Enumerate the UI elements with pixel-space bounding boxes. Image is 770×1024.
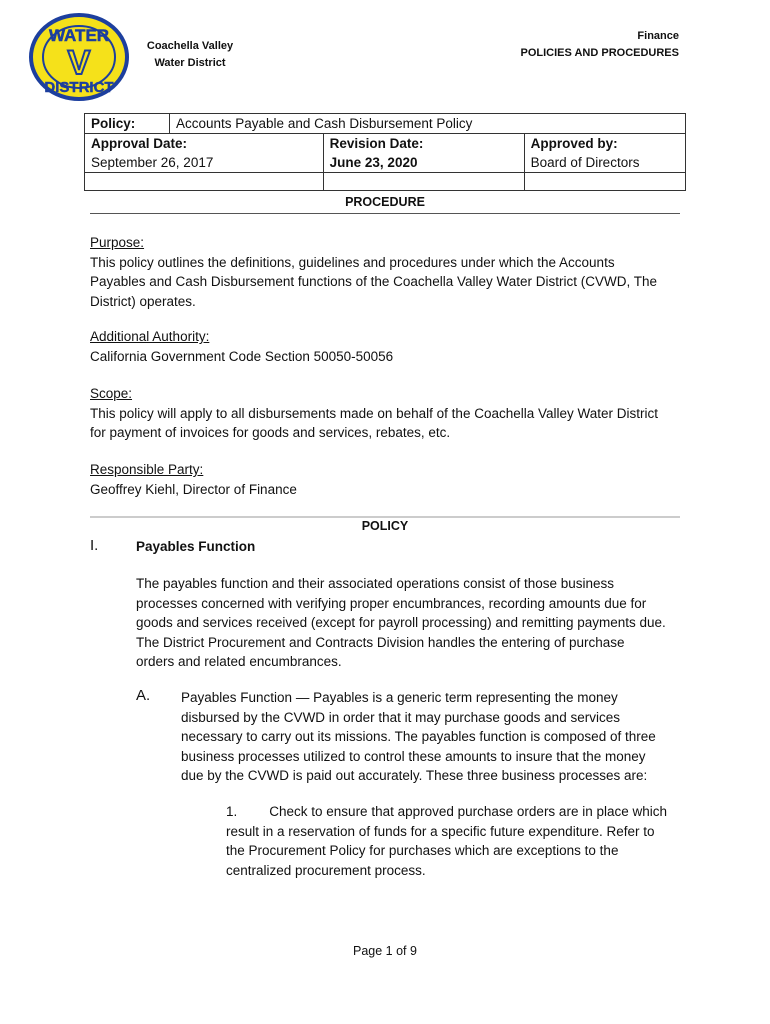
header-department [520, 28, 679, 62]
approval-date-label: Approval Date: [91, 136, 188, 151]
svg-text:DISTRICT: DISTRICT [44, 79, 114, 96]
approval-date-cell [85, 134, 324, 173]
item-line: result in a reservation of funds for a specific future expenditure. Refer to [226, 823, 655, 839]
section-number: I. [90, 537, 99, 554]
authority-text: California Government Code Section 50050-50056 [90, 348, 394, 364]
item-line: the Procurement Policy for purchases which are exceptions to the [226, 843, 619, 858]
policy-divider [90, 516, 680, 518]
subsection-line: necessary to carry out its missions. The payables function is composed of three [181, 729, 656, 744]
org-name-line: Coachella Valley [146, 40, 234, 52]
scope-line: for payment of invoices for goods and services, rebates, etc. [90, 425, 451, 440]
subsection-paragraph [181, 688, 681, 786]
paragraph-line: The payables function and their associated operations consist of those business [136, 576, 615, 591]
approved-by-value: Board of Directors [530, 155, 640, 170]
purpose-line: This policy outlines the definitions, guidelines and procedures under which the Accounts [90, 254, 615, 270]
revision-date-value: June 23, 2020 [329, 155, 418, 170]
subsection-line: disbursed by the CVWD in order that it may purchase goods and services [181, 709, 620, 725]
page-number: Page 1 of 9 [353, 944, 417, 958]
procedure-heading: PROCEDURE [345, 195, 425, 209]
purpose-line: District) operates. [90, 293, 196, 309]
item-line: centralized procurement process. [226, 862, 426, 878]
revision-date-cell [323, 134, 524, 173]
scope-section [90, 384, 690, 443]
document-type: POLICIES AND PROCEDURES [520, 47, 679, 59]
revision-date-label: Revision Date: [329, 136, 424, 151]
organization-name [140, 38, 240, 72]
subsection-line: business processes utilized to control these amounts to insure that the money [181, 748, 646, 764]
empty-cell [323, 173, 524, 191]
purpose-label: Purpose: [90, 235, 145, 250]
policy-name: Accounts Payable and Cash Disbursement Policy [170, 114, 686, 134]
policy-label: Policy: [85, 114, 170, 134]
authority-label: Additional Authority: [90, 329, 210, 344]
org-name-line: Water District [154, 57, 226, 69]
paragraph-line: processes concerned with verifying proper encumbrances, recording amounts due for [136, 595, 647, 611]
subsection-line: due by the CVWD is paid out accurately. These three business processes are: [181, 768, 648, 783]
scope-label: Scope: [90, 386, 133, 401]
list-item-first-line [226, 802, 696, 822]
svg-text:WATER: WATER [48, 26, 110, 45]
approved-by-label: Approved by: [530, 136, 618, 151]
section-title: Payables Function [136, 539, 256, 554]
item-line: Check to ensure that approved purchase orders are in place which [269, 804, 667, 819]
paragraph-line: The District Procurement and Contracts Division handles the entering of purchase [136, 634, 625, 650]
department-label: Finance [637, 30, 679, 42]
policy-info-table [84, 113, 686, 191]
paragraph-line: orders and related encumbrances. [136, 654, 342, 669]
approved-by-cell [524, 134, 685, 173]
authority-section [90, 327, 690, 366]
responsible-party-section [90, 460, 690, 499]
procedure-divider [90, 213, 680, 214]
empty-cell [85, 173, 324, 191]
policy-heading: POLICY [361, 519, 409, 533]
paragraph-line: goods and services received (except for payroll processing) and remitting payments due. [136, 615, 666, 630]
empty-cell [524, 173, 685, 191]
purpose-line: Payables and Cash Disbursement functions of the Coachella Valley Water District (CVWD, The [90, 274, 657, 289]
subsection-letter: A. [136, 687, 151, 704]
list-item [226, 802, 696, 880]
scope-line: This policy will apply to all disbursements made on behalf of the Coachella Valley Water District [90, 405, 659, 421]
approval-date-value: September 26, 2017 [91, 155, 214, 170]
district-logo [28, 12, 130, 102]
svg-text:V: V [67, 44, 91, 82]
responsible-party-label: Responsible Party: [90, 462, 204, 477]
item-number: 1. [226, 804, 238, 819]
subsection-line: Payables Function — Payables is a generic term representing the money [181, 690, 618, 705]
purpose-section [90, 233, 690, 311]
section-paragraph [136, 574, 696, 672]
responsible-party-text: Geoffrey Kiehl, Director of Finance [90, 481, 297, 497]
